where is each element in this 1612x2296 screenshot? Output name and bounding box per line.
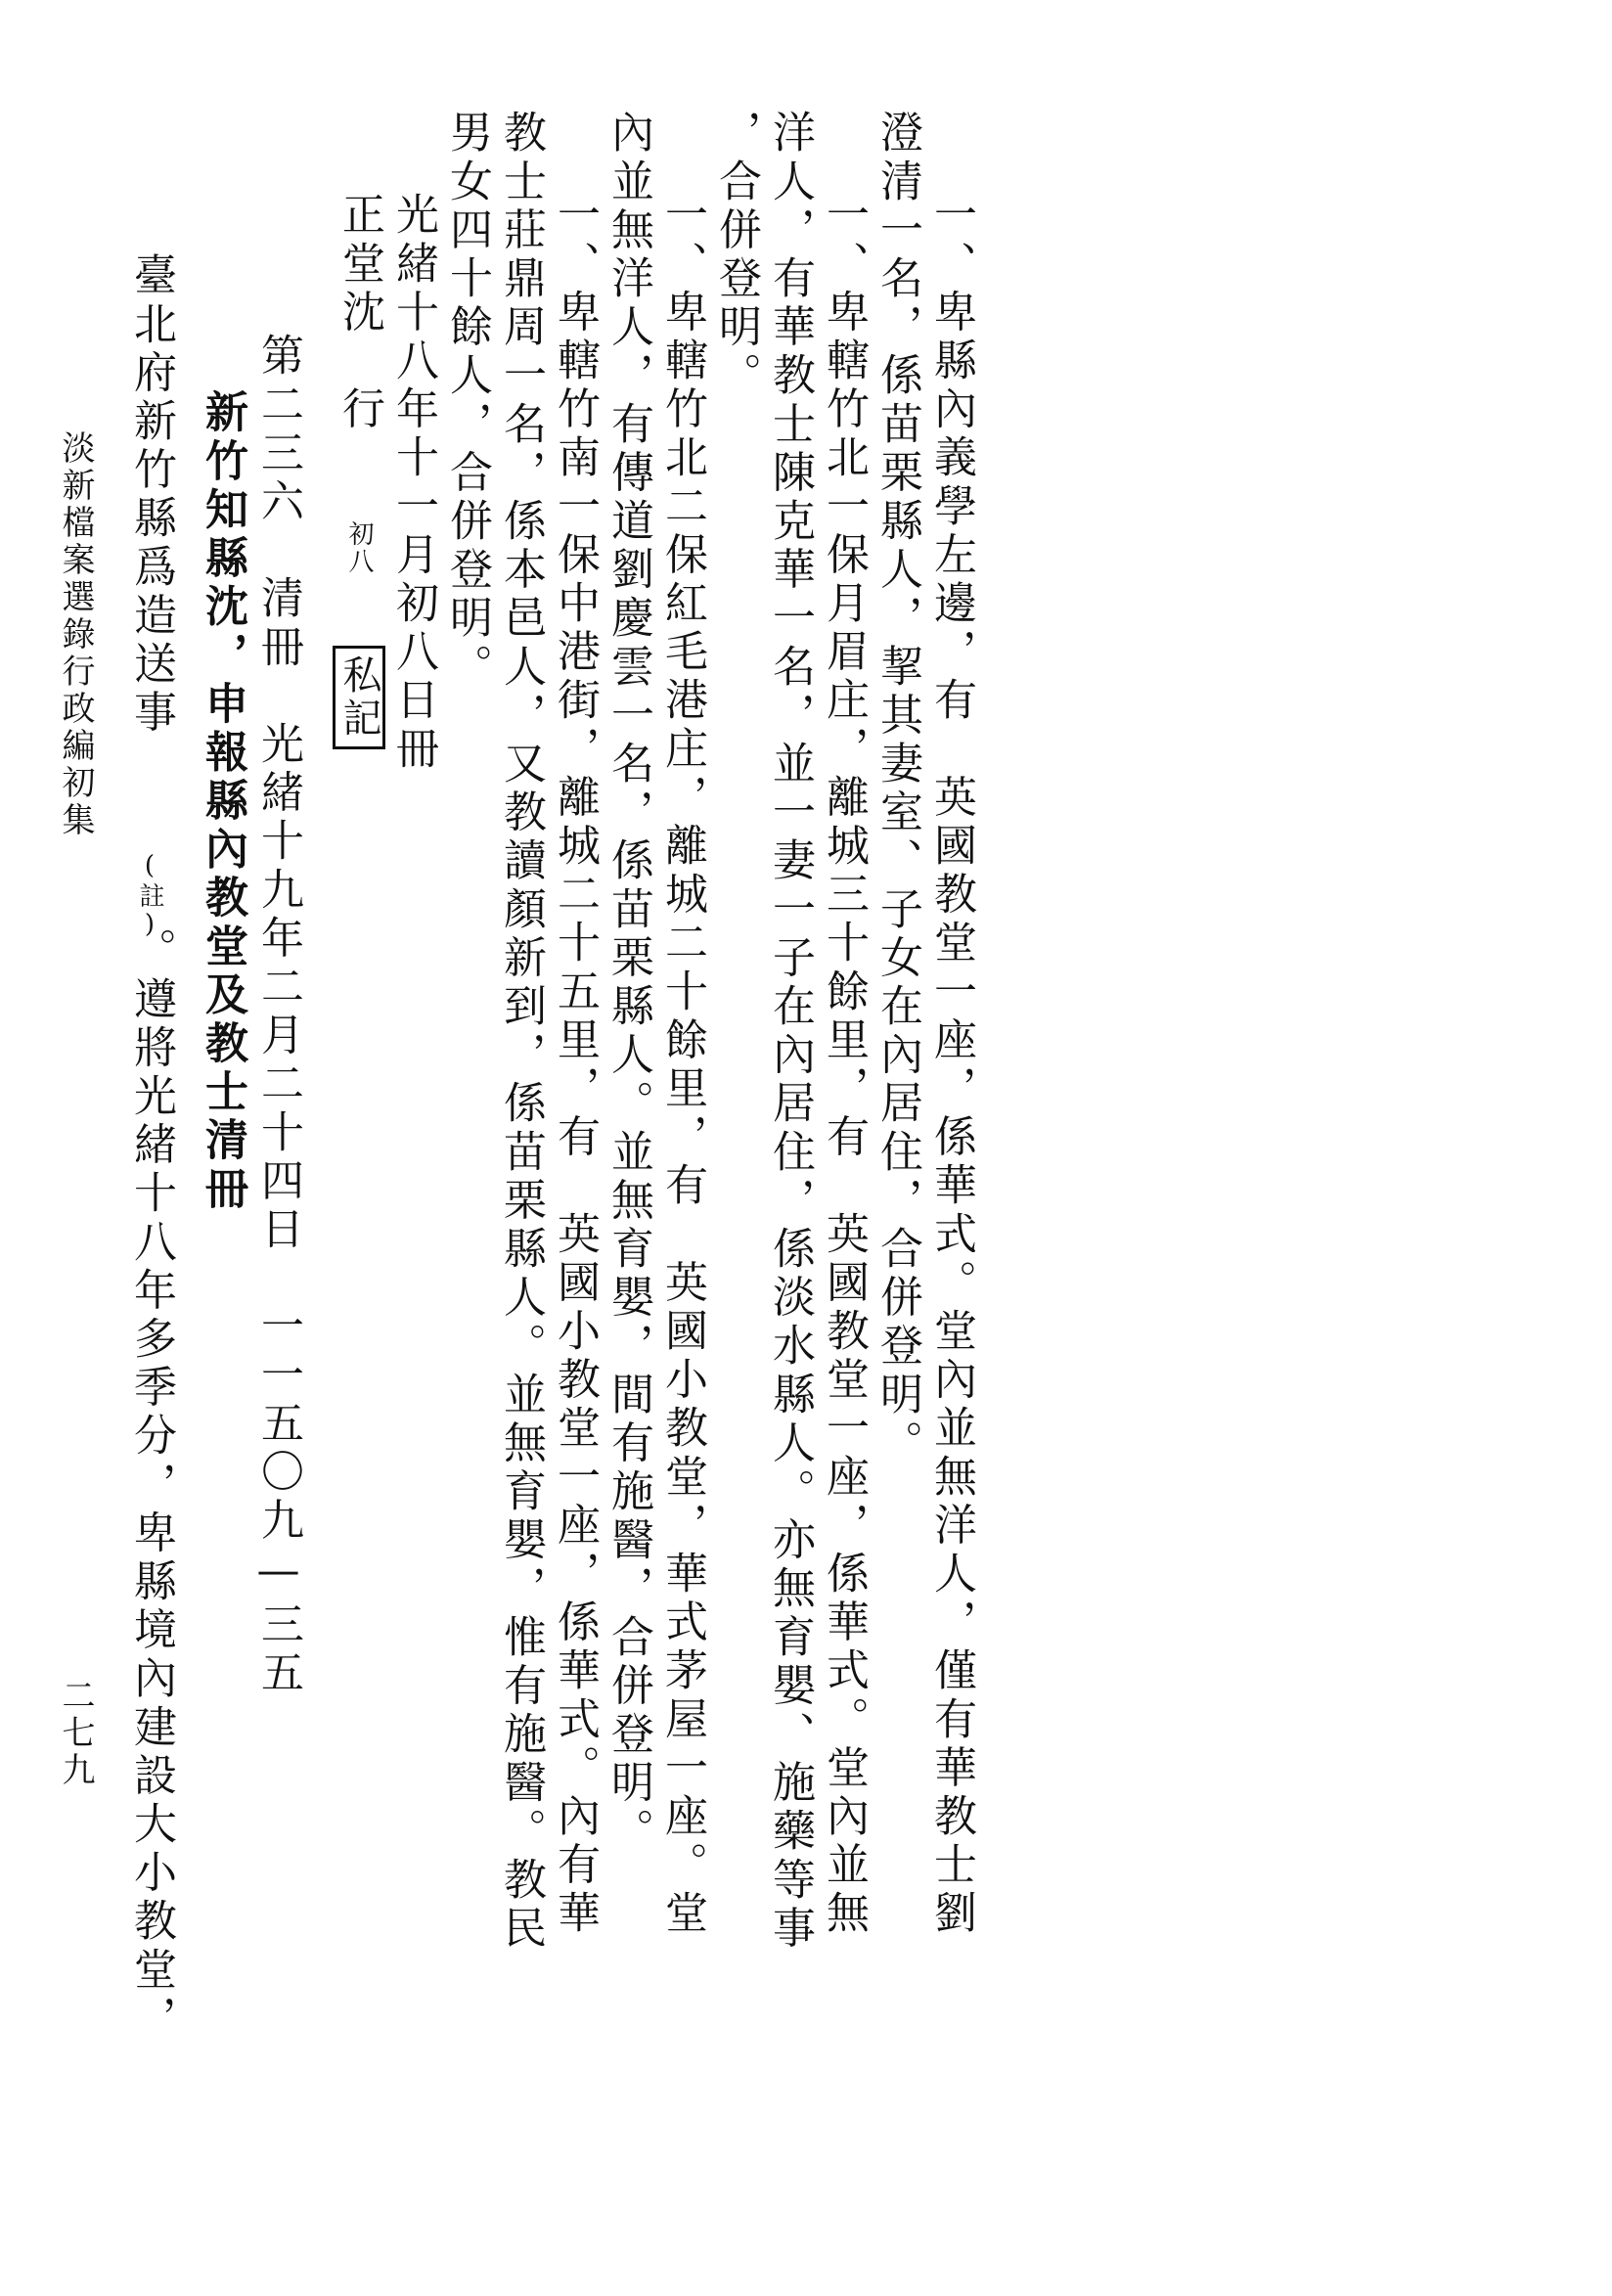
body-continuation-column: 。遵將光緒十八年多季分，卑縣境內建設大小教堂， <box>126 927 176 2044</box>
text-column-10: 男女四十餘人，合併登明。 <box>442 110 492 693</box>
signature-note: 初八 <box>344 520 374 575</box>
text-column-7: 內並無洋人，有傳道劉慶雲一名，係苗栗縣人。並無育嬰，間有施醫，合併登明。 <box>604 110 653 1857</box>
text-column-2: 澄清一名，係苗栗縣人，挈其妻室、子女在內居住，合併登明。 <box>873 110 922 1468</box>
text-column-8: 一、卑轄竹南一保中港街，離城二十五里，有 英國小教堂一座，係華式。內有華 <box>550 192 600 1939</box>
text-column-3: 一、卑轄竹北一保月眉庄，離城三十餘里，有 英國教堂一座，係華式。堂內並無 <box>819 192 869 1939</box>
signature-column: 正堂沈 行 <box>335 192 384 434</box>
private-seal: 私記 <box>333 646 385 749</box>
body-opening-column: 臺北府新竹縣爲造送事 <box>126 252 176 738</box>
page-number: 二七九 <box>56 1678 95 1789</box>
text-column-4: 洋人，有華教士陳克華一名，並一妻一子在內居住，係淡水縣人。亦無育嬰、施藥等事 <box>765 110 815 1954</box>
text-column-9: 教士莊鼎周一名，係本邑人，又教讀顏新到，係苗栗縣人。並無育嬰，惟有施醫。教民 <box>496 110 546 1954</box>
text-column-5: ，合併登明。 <box>711 110 761 401</box>
annotation-marker: (註) <box>135 851 164 941</box>
record-title-column: 新竹知縣沈，申報縣內教堂及教士清冊 <box>198 389 247 1215</box>
date-column: 光緒十八年十一月初八日冊 <box>388 192 438 775</box>
book-title: 淡新檔案選錄行政編初集 <box>56 430 95 839</box>
text-column-6: 一、卑轄竹北二保紅毛港庄，離城二十餘里，有 英國小教堂，華式茅屋一座。堂 <box>657 192 707 1939</box>
text-column-1: 一、卑縣內義學左邊，有 英國教堂一座，係華式。堂內並無洋人，僅有華教士劉 <box>926 192 976 1939</box>
record-header-column: 第二三六 清冊 光緒十九年二月二十四日 一一五〇九—三五 <box>253 333 303 1698</box>
